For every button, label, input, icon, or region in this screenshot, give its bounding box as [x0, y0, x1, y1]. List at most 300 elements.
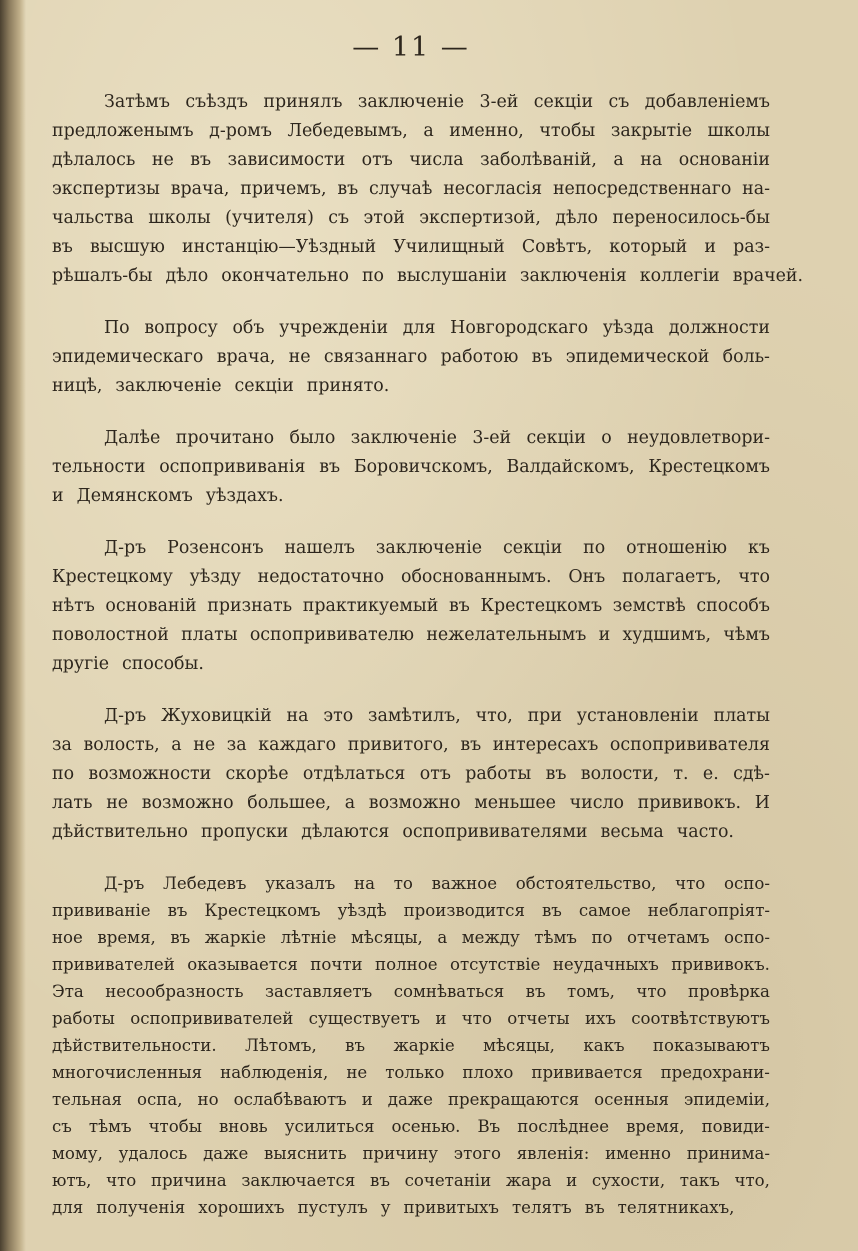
text-line: [52, 1140, 770, 1167]
word: предохрани-: [660, 1063, 770, 1082]
word: вопросу: [144, 318, 218, 338]
word: къ: [747, 538, 770, 558]
text-line: [52, 424, 770, 453]
word: лать: [52, 793, 93, 813]
word: дѣло: [555, 208, 598, 228]
word: не: [288, 347, 311, 367]
word: дѣло: [165, 266, 209, 286]
word: что: [738, 567, 770, 587]
word: въ: [545, 764, 567, 784]
text-line: [52, 233, 770, 262]
word: дѣйствительности.: [52, 1036, 217, 1055]
word: не: [346, 1063, 368, 1082]
word: за: [52, 735, 72, 755]
word: нѣтъ: [52, 596, 95, 616]
word: а: [423, 121, 434, 141]
word: заставляетъ: [265, 982, 373, 1001]
word: Далѣе: [104, 428, 161, 448]
word: Демянскомъ: [76, 486, 193, 506]
text-line: [52, 563, 770, 592]
text-line: [52, 262, 803, 291]
word: въ: [541, 901, 562, 920]
word: и: [704, 237, 716, 257]
word: усилиться: [284, 1117, 375, 1136]
word: отъ: [361, 150, 393, 170]
word: обстоятельство,: [515, 874, 657, 893]
text-line: [52, 870, 770, 897]
word: инстанцiю—Уѣздный: [182, 237, 377, 257]
text-line: [52, 453, 770, 482]
word: По: [104, 318, 130, 338]
word: въ: [319, 457, 341, 477]
text-line: [52, 789, 770, 818]
word: не: [193, 735, 216, 755]
word: способы.: [122, 654, 204, 674]
word: объ: [232, 318, 265, 338]
word: принима-: [686, 1144, 770, 1163]
word: волости,: [580, 764, 660, 784]
word: съ: [52, 1117, 72, 1136]
word: ное: [52, 928, 83, 947]
word: на: [354, 874, 375, 893]
text-line: [52, 482, 770, 511]
word: тѣмъ: [534, 928, 577, 947]
word: Въ: [477, 1117, 501, 1136]
word: осенныя: [594, 1090, 669, 1109]
word: съ: [328, 208, 350, 228]
word: въ: [52, 237, 73, 257]
word: телятъ: [511, 1198, 572, 1217]
word: что,: [734, 1171, 770, 1190]
text-line: [52, 1113, 770, 1140]
word: такъ: [679, 1171, 720, 1190]
word: отдѣлаться: [302, 764, 406, 784]
word: уѣздахъ.: [205, 486, 284, 506]
text-line: [52, 1059, 770, 1086]
word: съѣздъ: [185, 92, 248, 112]
paragraph: [52, 88, 803, 291]
word: прививанiе: [52, 901, 151, 920]
word: прекращаются: [447, 1090, 580, 1109]
word: не: [106, 793, 129, 813]
word: чальства: [52, 208, 134, 228]
word: полученiя: [96, 1198, 186, 1217]
word: прививокъ.: [637, 793, 742, 813]
word: платы: [713, 706, 770, 726]
word: Лебедевымъ,: [287, 121, 408, 141]
word: уѣзда: [602, 318, 655, 338]
word: этой: [363, 208, 405, 228]
word: самое: [578, 901, 631, 920]
word: въ: [337, 179, 359, 199]
word: почти: [310, 955, 363, 974]
word: въ: [531, 347, 553, 367]
word: другiе: [52, 654, 110, 674]
text-line: [52, 1167, 770, 1194]
word: предложенымъ: [52, 121, 194, 141]
text-line: [52, 621, 770, 650]
word: школы: [148, 208, 211, 228]
word: для: [52, 1198, 84, 1217]
text-line: [52, 146, 770, 175]
word: интересахъ: [492, 735, 599, 755]
word: секцiи: [533, 92, 594, 112]
word: должности: [668, 318, 770, 338]
word: съ: [608, 92, 630, 112]
word: провѣрка: [688, 982, 770, 1001]
page-number: — 11 —: [352, 32, 470, 63]
word: сухости,: [591, 1171, 666, 1190]
word: принялъ: [263, 92, 343, 112]
word: повиди-: [701, 1117, 770, 1136]
word: заключенiе: [350, 428, 457, 448]
word: секцiи: [503, 538, 563, 558]
text-line: [52, 175, 770, 204]
word: несогласiя: [443, 179, 543, 199]
word: какъ: [583, 1036, 625, 1055]
word: что: [461, 1009, 492, 1028]
word: что: [106, 1171, 137, 1190]
word: учрежденiи: [279, 318, 389, 338]
word: при: [527, 706, 562, 726]
word: соотвѣтствуютъ: [631, 1009, 770, 1028]
word: Лѣтомъ,: [244, 1036, 317, 1055]
word: а: [613, 150, 624, 170]
word: мому,: [52, 1144, 103, 1163]
word: большее,: [247, 793, 332, 813]
word: случаѣ: [369, 179, 433, 199]
word: а: [171, 735, 182, 755]
word: въ: [584, 1198, 605, 1217]
word: выяснить: [264, 1144, 347, 1163]
word: врача,: [170, 179, 230, 199]
word: указалъ: [265, 874, 336, 893]
word: прививателей: [52, 955, 175, 974]
word: оспопрививателями: [402, 822, 588, 842]
word: сочетанiи: [404, 1171, 492, 1190]
word: Новгородскаго: [450, 318, 589, 338]
word: оспопрививанiя: [159, 457, 306, 477]
word: несообразность: [105, 982, 244, 1001]
word: и: [361, 1090, 373, 1109]
word: отношенiю: [626, 538, 728, 558]
word: способъ: [696, 596, 770, 616]
word: И: [754, 793, 770, 813]
word: и: [435, 1009, 447, 1028]
word: эпидемiи,: [684, 1090, 770, 1109]
paragraph: [52, 314, 770, 401]
word: нежелательнымъ: [426, 625, 587, 645]
word: даже: [203, 1144, 249, 1163]
text-line: [52, 951, 770, 978]
word: т.: [673, 764, 689, 784]
text-line: [52, 760, 770, 789]
word: ютъ,: [52, 1171, 92, 1190]
word: и: [598, 625, 611, 645]
word: мѣсяцы,: [351, 928, 423, 947]
word: работы: [465, 764, 532, 784]
word: время,: [626, 1117, 685, 1136]
word: заключенiя: [519, 266, 627, 286]
word: раз-: [733, 237, 770, 257]
word: замѣтилъ,: [368, 706, 461, 726]
word: привитого,: [347, 735, 449, 755]
word: томъ,: [567, 982, 615, 1001]
word: что: [675, 874, 706, 893]
word: это: [323, 706, 354, 726]
word: о: [601, 428, 612, 448]
word: пустулъ: [297, 1198, 368, 1217]
word: Крестецкому: [52, 567, 173, 587]
word: лѣтнiе: [280, 928, 337, 947]
word: скорѣе: [225, 764, 289, 784]
word: жара: [505, 1171, 552, 1190]
text-line: [52, 650, 770, 679]
text-line: [52, 978, 770, 1005]
word: секцiи: [526, 428, 586, 448]
word: добавленiемъ: [644, 92, 770, 112]
word: поволостной: [52, 625, 169, 645]
word: на: [286, 706, 309, 726]
word: оспа,: [137, 1090, 183, 1109]
word: пропуски: [201, 822, 289, 842]
word: но: [197, 1090, 219, 1109]
word: причину: [362, 1144, 439, 1163]
word: явленiя:: [516, 1144, 590, 1163]
word: причемъ,: [240, 179, 327, 199]
word: оказывается: [187, 955, 298, 974]
word: не: [151, 150, 174, 170]
word: оспопрививателю: [249, 625, 415, 645]
text-line: [52, 731, 770, 760]
word: заключенiе: [357, 92, 465, 112]
word: и: [52, 486, 64, 506]
word: мѣсяцы,: [483, 1036, 555, 1055]
word: эпидемической: [565, 347, 710, 367]
word: производится: [403, 901, 525, 920]
word: полное: [375, 955, 438, 974]
word: въ: [460, 735, 482, 755]
word: неудачныхъ: [552, 955, 659, 974]
word: оспо-: [724, 874, 770, 893]
word: врача,: [216, 347, 276, 367]
word: меньшее: [474, 793, 556, 813]
word: Крестецкомъ: [204, 901, 321, 920]
word: платы: [181, 625, 238, 645]
word: эпидемическаго: [52, 347, 204, 367]
word: Совѣтъ,: [521, 237, 593, 257]
word: работою: [440, 347, 519, 367]
word: существуетъ: [308, 1009, 421, 1028]
word: Крестецкомъ: [648, 457, 770, 477]
word: въ: [190, 150, 212, 170]
word: между: [461, 928, 520, 947]
word: дѣйствительно: [52, 822, 189, 842]
word: удалось: [118, 1144, 188, 1163]
word: врачей.: [732, 266, 803, 286]
word: отчеты: [507, 1009, 570, 1028]
word: зависимости: [227, 150, 346, 170]
word: заключается: [241, 1171, 356, 1190]
word: основанiи: [678, 150, 770, 170]
word: Боровичскомъ,: [353, 457, 493, 477]
word: е.: [702, 764, 719, 784]
word: часто.: [676, 822, 734, 842]
word: основанiй: [105, 596, 197, 616]
word: многочисленныя: [52, 1063, 203, 1082]
word: 3-ей: [472, 428, 512, 448]
word: чѣмъ: [723, 625, 770, 645]
word: Училищный: [393, 237, 505, 257]
text-line: [52, 204, 770, 233]
paragraph: [52, 424, 770, 511]
word: худшимъ,: [622, 625, 712, 645]
word: прививокъ.: [671, 955, 770, 974]
word: этого: [453, 1144, 501, 1163]
word: то: [393, 874, 413, 893]
word: возможно: [141, 793, 234, 813]
word: переносилось-бы: [612, 208, 770, 228]
word: ницѣ,: [52, 376, 103, 396]
word: практикуемый: [302, 596, 439, 616]
word: экспертизы: [52, 179, 160, 199]
word: по: [591, 928, 613, 947]
word: въ: [345, 1036, 366, 1055]
word: нашелъ: [284, 538, 355, 558]
word: сдѣ-: [733, 764, 770, 784]
word: чтобы: [539, 121, 596, 141]
word: заключенiе: [375, 538, 483, 558]
word: выслушанiи: [397, 266, 507, 286]
word: наблюденiя,: [220, 1063, 329, 1082]
word: оспопрививателя: [609, 735, 770, 755]
word: который: [609, 237, 688, 257]
word: тельности: [52, 457, 146, 477]
word: заключенiе: [115, 376, 222, 396]
word: оспо-: [724, 928, 770, 947]
paragraph: [52, 702, 770, 847]
word: по: [52, 764, 75, 784]
word: полагаетъ,: [622, 567, 722, 587]
word: уѣздѣ: [337, 901, 387, 920]
text-line: [52, 117, 770, 146]
word: по: [583, 538, 606, 558]
word: Д-ръ: [104, 706, 147, 726]
word: жаркiе: [393, 1036, 455, 1055]
word: привитыхъ: [403, 1198, 499, 1217]
word: земствѣ: [612, 596, 686, 616]
word: неудовлетвори-: [627, 428, 770, 448]
word: Жуховицкiй: [161, 706, 272, 726]
word: сомнѣваться: [393, 982, 505, 1001]
word: отъ: [419, 764, 451, 784]
word: по: [361, 266, 385, 286]
word: числа: [409, 150, 464, 170]
word: Крестецкомъ: [480, 596, 603, 616]
word: закрытiе: [610, 121, 692, 141]
word: за: [226, 735, 247, 755]
word: даже: [387, 1090, 433, 1109]
word: уѣзду: [189, 567, 241, 587]
word: принято.: [306, 376, 390, 396]
word: въ: [369, 1171, 390, 1190]
text-line: [52, 1032, 770, 1059]
word: 3-ей: [479, 92, 519, 112]
word: именно: [605, 1144, 671, 1163]
word: а: [437, 928, 448, 947]
word: д-ромъ: [209, 121, 272, 141]
word: волость,: [83, 735, 160, 755]
text-line: [52, 897, 770, 924]
text-line: [52, 1005, 770, 1032]
word: въ: [167, 901, 188, 920]
word: а: [344, 793, 356, 813]
word: у: [380, 1198, 391, 1217]
word: причина: [150, 1171, 227, 1190]
word: отчетамъ: [627, 928, 710, 947]
word: ослабѣваютъ: [233, 1090, 347, 1109]
text-line: [52, 343, 770, 372]
text-line: [52, 372, 770, 401]
word: работы: [52, 1009, 115, 1028]
word: въ: [525, 982, 546, 1001]
word: время,: [97, 928, 156, 947]
word: Д-ръ: [104, 874, 145, 893]
word: прививается: [531, 1063, 643, 1082]
word: Онъ: [568, 567, 606, 587]
word: боль-: [722, 347, 770, 367]
word: и: [566, 1171, 578, 1190]
word: возможности: [88, 764, 212, 784]
word: каждаго: [258, 735, 337, 755]
word: весьма: [600, 822, 664, 842]
word: непосредственнаго: [552, 179, 732, 199]
word: (учителя): [225, 208, 314, 228]
text-line: [52, 88, 770, 117]
word: Затѣмъ: [104, 92, 170, 112]
word: для: [402, 318, 436, 338]
word: отсутствiе: [450, 955, 541, 974]
word: было: [289, 428, 336, 448]
word: тельная: [52, 1090, 122, 1109]
word: телятникахъ,: [617, 1198, 735, 1217]
word: на-: [742, 179, 770, 199]
word: признать: [207, 596, 293, 616]
word: оспопрививателей: [130, 1009, 294, 1028]
word: что,: [475, 706, 513, 726]
word: послѣднее: [517, 1117, 610, 1136]
text-line: [52, 314, 770, 343]
word: школы: [707, 121, 770, 141]
word: коллегiи: [639, 266, 720, 286]
word: Розенсонъ: [167, 538, 264, 558]
word: въ: [448, 596, 470, 616]
word: что: [636, 982, 667, 1001]
word: заболѣванiй,: [480, 150, 597, 170]
word: важное: [431, 874, 498, 893]
word: только: [385, 1063, 445, 1082]
text-line: [52, 818, 770, 847]
word: дѣлалось: [52, 150, 136, 170]
text-line: [52, 534, 770, 563]
word: плохо: [462, 1063, 514, 1082]
word: прочитано: [175, 428, 275, 448]
word: Д-ръ: [104, 538, 147, 558]
text-line: [52, 702, 770, 731]
word: показываютъ: [652, 1036, 770, 1055]
word: недостаточно: [257, 567, 385, 587]
word: обоснованнымъ.: [400, 567, 552, 587]
